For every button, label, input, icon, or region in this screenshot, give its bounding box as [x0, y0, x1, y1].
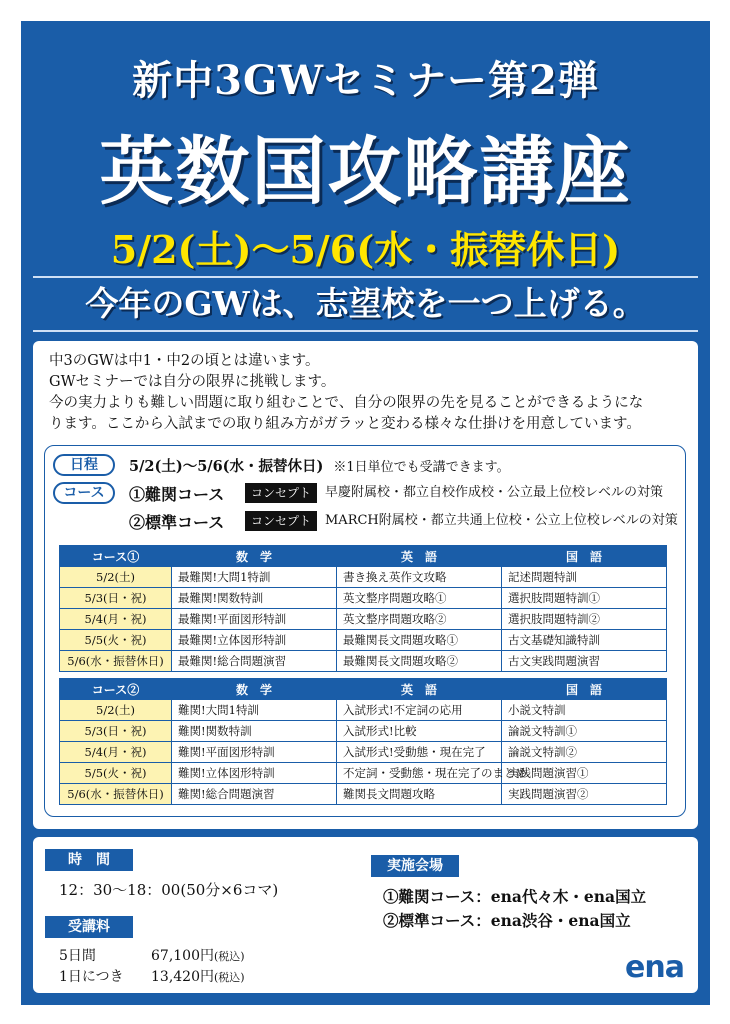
japanese-cell: 古文実践問題演習 — [502, 651, 667, 672]
fee-amount: 13,420円 — [151, 969, 214, 985]
table-header: コース① — [60, 546, 172, 567]
venue-item: ①難関コース：ena代々木・ena国立 — [383, 887, 647, 906]
course-2-name: ②標準コース — [129, 513, 225, 532]
page-title: 英数国攻略講座 — [99, 129, 632, 215]
math-cell: 最難関!総合問題演習 — [172, 651, 337, 672]
english-cell: 英文整序問題攻略① — [337, 588, 502, 609]
catchphrase: 今年のGWは、志望校を一つ上げる。 — [33, 276, 698, 332]
japanese-cell: 論説文特訓① — [502, 721, 667, 742]
math-cell: 難関!平面図形特訓 — [172, 742, 337, 763]
fee-amount: 67,100円 — [151, 948, 214, 964]
time-value: 12：30～18：00(50分×6コマ) — [59, 881, 279, 899]
schedule-note: ※1日単位でも受講できます。 — [333, 460, 510, 475]
english-cell: 入試形式!不定詞の応用 — [337, 700, 502, 721]
day-cell: 5/3(日・祝) — [60, 588, 172, 609]
ena-logo: ena — [625, 950, 684, 985]
english-cell: 不定詞・受動態・現在完了のまとめ — [337, 763, 502, 784]
table-row — [60, 651, 667, 672]
course-1-name: ①難関コース — [129, 485, 225, 504]
main-content-box — [33, 341, 698, 829]
date-range: 5/2(土)～5/6(水・振替休日) — [110, 227, 621, 272]
day-cell: 5/6(水・振替休日) — [60, 651, 172, 672]
math-cell: 最難関!大問1特訓 — [172, 567, 337, 588]
day-cell: 5/4(月・祝) — [60, 609, 172, 630]
subtitle: 新中3GWセミナー第2弾 — [132, 57, 599, 104]
japanese-cell: 記述問題特訓 — [502, 567, 667, 588]
fee-tax: (税込) — [214, 971, 245, 984]
fee-name: 5日間 — [59, 948, 96, 964]
table-header-row — [60, 679, 667, 700]
math-cell: 難関!立体図形特訓 — [172, 763, 337, 784]
japanese-cell: 論説文特訓② — [502, 742, 667, 763]
math-cell: 難関!関数特訓 — [172, 721, 337, 742]
japanese-cell: 実践問題演習② — [502, 784, 667, 805]
time-label: 時 間 — [45, 849, 133, 871]
table-row — [60, 700, 667, 721]
japanese-cell: 実践問題演習① — [502, 763, 667, 784]
english-cell: 英文整序問題攻略② — [337, 609, 502, 630]
fee-label: 受講料 — [45, 916, 133, 938]
english-cell: 難関長文問題攻略 — [337, 784, 502, 805]
english-cell: 入試形式!受動態・現在完了 — [337, 742, 502, 763]
schedule-value — [129, 455, 510, 476]
japanese-cell: 選択肢問題特訓② — [502, 609, 667, 630]
table-row — [60, 609, 667, 630]
table-header-row — [60, 546, 667, 567]
table-row — [60, 784, 667, 805]
course-2-concept: MARCH附属校・都立共通上位校・公立上位校レベルの対策 — [325, 513, 678, 528]
table-header: コース② — [60, 679, 172, 700]
fee-tax: (税込) — [214, 950, 245, 963]
math-cell: 難関!大問1特訓 — [172, 700, 337, 721]
table-row — [60, 567, 667, 588]
english-cell: 最難関長文問題攻略① — [337, 630, 502, 651]
info-box — [33, 837, 698, 993]
concept-badge: コンセプト — [245, 511, 317, 531]
venue-label: 実施会場 — [371, 855, 459, 877]
poster — [21, 21, 710, 1005]
day-cell: 5/5(火・祝) — [60, 630, 172, 651]
table-row — [60, 742, 667, 763]
english-cell: 最難関長文問題攻略② — [337, 651, 502, 672]
table-row — [60, 763, 667, 784]
course-label: コース — [53, 482, 115, 504]
table-header: 英 語 — [337, 546, 502, 567]
course-1-concept: 早慶附属校・都立自校作成校・公立最上位校レベルの対策 — [325, 485, 664, 500]
schedule-label: 日程 — [53, 454, 115, 476]
english-cell: 入試形式!比較 — [337, 721, 502, 742]
intro-text — [49, 351, 689, 435]
intro-line: 今の実力よりも難しい問題に取り組むことで、自分の限界の先を見ることができるようにな — [49, 395, 644, 411]
intro-line: 中3のGWは中1・中2の頃とは違います。 — [49, 353, 320, 369]
venue-item: ②標準コース：ena渋谷・ena国立 — [383, 911, 631, 930]
math-cell: 最難関!関数特訓 — [172, 588, 337, 609]
japanese-cell: 古文基礎知識特訓 — [502, 630, 667, 651]
table-header: 数 学 — [172, 679, 337, 700]
fee-row — [59, 945, 245, 965]
schedule-box — [44, 445, 686, 817]
day-cell: 5/6(水・振替休日) — [60, 784, 172, 805]
math-cell: 最難関!平面図形特訓 — [172, 609, 337, 630]
table-row — [60, 721, 667, 742]
table-header: 英 語 — [337, 679, 502, 700]
course-2-table — [59, 678, 667, 805]
table-header: 国 語 — [502, 546, 667, 567]
intro-line: ります。ここから入試までの取り組み方がガラッと変わる様々な仕掛けを用意しています。 — [49, 416, 641, 432]
fee-row — [59, 966, 245, 986]
table-row — [60, 588, 667, 609]
intro-line: GWセミナーでは自分の限界に挑戦します。 — [49, 374, 336, 390]
table-header: 数 学 — [172, 546, 337, 567]
day-cell: 5/5(火・祝) — [60, 763, 172, 784]
japanese-cell: 小説文特訓 — [502, 700, 667, 721]
math-cell: 最難関!立体図形特訓 — [172, 630, 337, 651]
fee-name: 1日につき — [59, 969, 124, 985]
course-1-table — [59, 545, 667, 672]
day-cell: 5/2(土) — [60, 700, 172, 721]
table-header: 国 語 — [502, 679, 667, 700]
day-cell: 5/4(月・祝) — [60, 742, 172, 763]
english-cell: 書き換え英作文攻略 — [337, 567, 502, 588]
concept-badge: コンセプト — [245, 483, 317, 503]
day-cell: 5/3(日・祝) — [60, 721, 172, 742]
day-cell: 5/2(土) — [60, 567, 172, 588]
table-row — [60, 630, 667, 651]
schedule-dates: 5/2(土)～5/6(水・振替休日) — [129, 458, 324, 475]
math-cell: 難関!総合問題演習 — [172, 784, 337, 805]
japanese-cell: 選択肢問題特訓① — [502, 588, 667, 609]
